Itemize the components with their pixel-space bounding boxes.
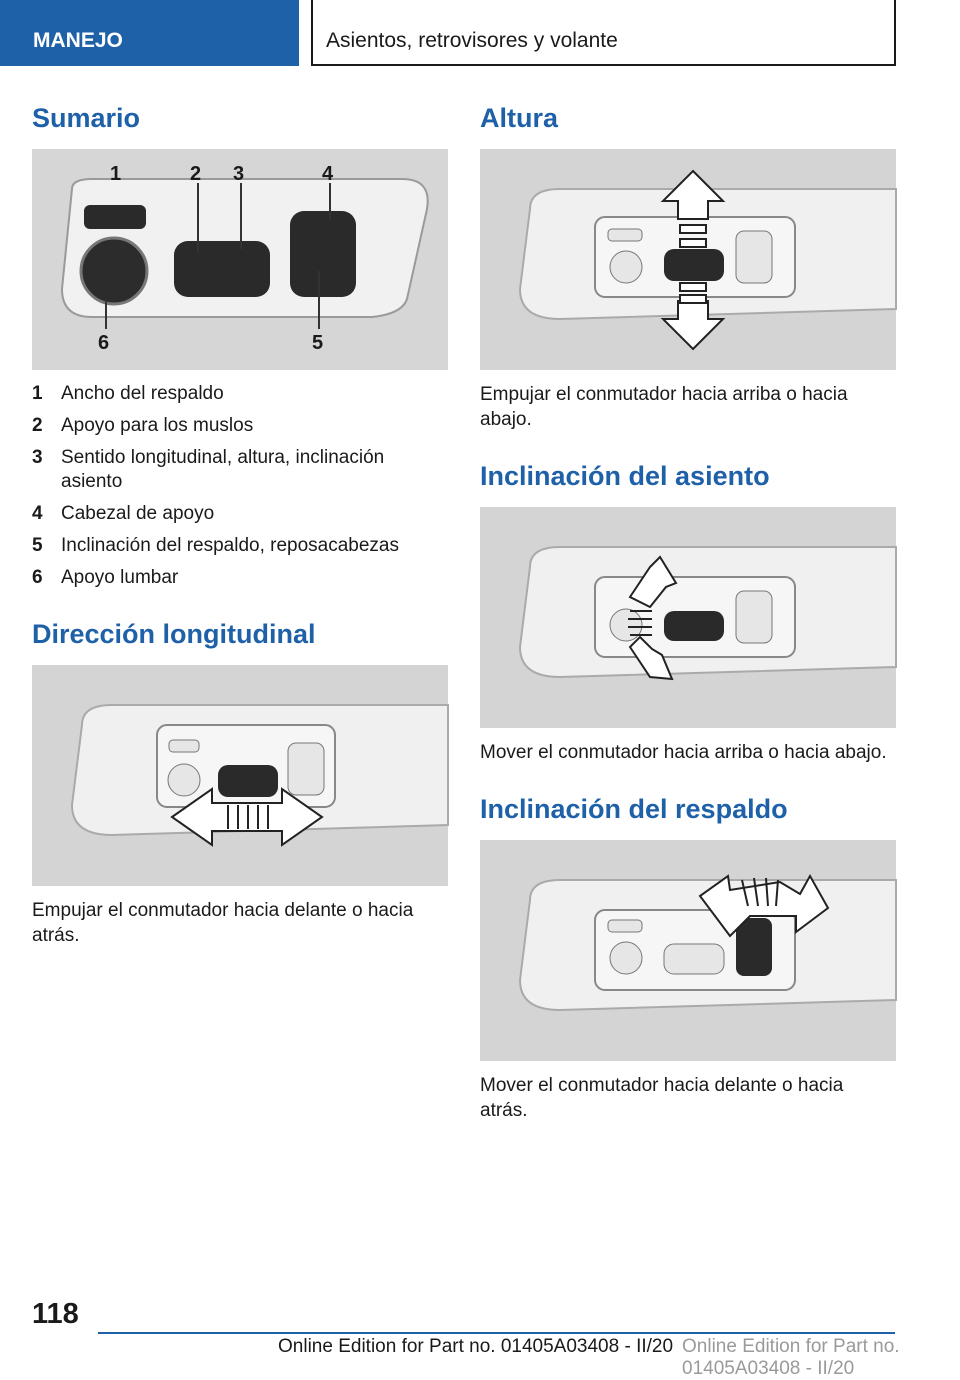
footer-edition: Online Edition for Part no. 01405A03408 - II/20 xyxy=(278,1336,674,1357)
list-item xyxy=(32,382,448,406)
summary-list xyxy=(32,382,448,590)
list-item-text: Apoyo lumbar xyxy=(61,567,179,588)
seat-tilt-section xyxy=(480,458,896,765)
list-item xyxy=(32,502,448,526)
seat-tilt-heading: Inclinación del asiento xyxy=(480,461,770,491)
left-column xyxy=(32,100,448,948)
list-item-number: 6 xyxy=(32,567,43,588)
chapter-title: Asientos, retrovisores y volante xyxy=(311,0,896,66)
backrest-tilt-caption: Mover el conmutador hacia delante o hacia atrás. xyxy=(480,1075,844,1121)
backrest-tilt-image xyxy=(480,840,896,1061)
list-item-text: Ancho del respaldo xyxy=(61,383,224,404)
section-tab[interactable]: MANEJO xyxy=(0,0,299,66)
list-item-text: Inclinación del respaldo, reposacabezas xyxy=(61,535,399,556)
callout-2: 2 xyxy=(190,163,202,185)
callout-3: 3 xyxy=(233,163,245,185)
right-column xyxy=(480,100,896,1123)
list-item-number: 1 xyxy=(32,383,43,404)
height-illustration xyxy=(480,149,896,370)
list-item xyxy=(32,446,448,494)
callout-1: 1 xyxy=(110,163,122,185)
longitudinal-image xyxy=(32,665,448,886)
summary-heading: Sumario xyxy=(32,103,141,133)
list-item-text: Apoyo para los muslos xyxy=(61,415,254,436)
list-item xyxy=(32,414,448,438)
seat-tilt-illustration xyxy=(480,507,896,728)
list-item-number: 4 xyxy=(32,503,43,524)
callout-4: 4 xyxy=(322,163,334,185)
list-item xyxy=(32,534,448,558)
longitudinal-illustration xyxy=(32,665,448,886)
list-item-text: Sentido longitudinal, altura, inclinación asiento xyxy=(61,447,385,492)
seat-tilt-image xyxy=(480,507,896,728)
list-item-number: 3 xyxy=(32,447,43,468)
page-number: 118 xyxy=(32,1298,79,1330)
watermark: Online Edition for Part no. 01405A03408 - II/20 xyxy=(680,1336,960,1380)
seat-controls-overview-illustration xyxy=(32,149,448,370)
page-header xyxy=(0,0,960,66)
seat-controls-overview-image xyxy=(32,149,448,370)
list-item xyxy=(32,566,448,590)
backrest-tilt-heading: Inclinación del respaldo xyxy=(480,794,788,824)
footer-rule xyxy=(98,1332,895,1334)
longitudinal-caption: Empujar el conmutador hacia delante o hacia atrás. xyxy=(32,900,414,946)
height-caption: Empujar el conmutador hacia arriba o hacia abajo. xyxy=(480,384,848,430)
list-item-text: Cabezal de apoyo xyxy=(61,503,215,524)
list-item-number: 2 xyxy=(32,415,43,436)
list-item-number: 5 xyxy=(32,535,43,556)
backrest-tilt-illustration xyxy=(480,840,896,1061)
height-heading: Altura xyxy=(480,103,559,133)
callout-6: 6 xyxy=(98,332,110,354)
backrest-tilt-section xyxy=(480,791,896,1123)
longitudinal-heading: Dirección longitudinal xyxy=(32,619,316,649)
longitudinal-section xyxy=(32,616,448,948)
seat-tilt-caption: Mover el conmutador hacia arriba o hacia abajo. xyxy=(480,742,887,763)
height-image xyxy=(480,149,896,370)
callout-5: 5 xyxy=(312,332,324,354)
